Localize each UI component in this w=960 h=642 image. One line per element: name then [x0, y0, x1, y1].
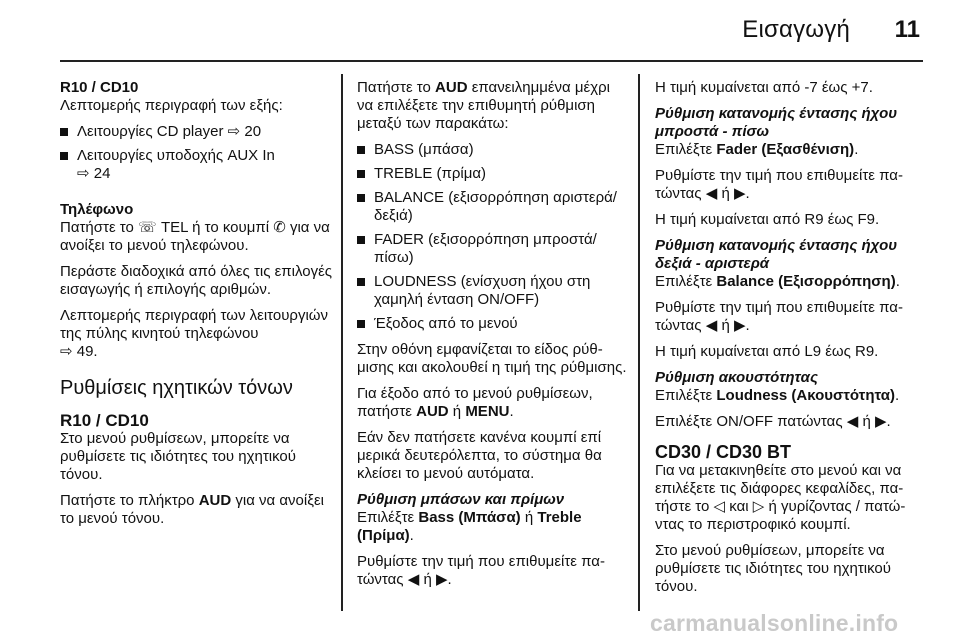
mic-handset-icon: ✆ — [273, 219, 286, 236]
fader-heading: Ρύθμιση κατανομής έντασης ήχου μπροστά - πίσω — [655, 105, 898, 140]
left-arrow-icon: ◀ — [705, 317, 718, 334]
page-title: Εισαγωγή — [742, 16, 850, 43]
loudness-paragraph-2: Επιλέξτε ON/OFF πατώντας ◀ ή ▶. — [655, 413, 891, 430]
column-divider-1 — [341, 74, 343, 611]
bullet-icon — [357, 170, 365, 178]
display-paragraph: Στην οθόνη εμφανίζεται το είδος ρύθμισης και ακολουθεί η τιμή της ρύθμισης. — [357, 341, 627, 376]
list-item: Λειτουργίες υποδοχής AUX In ⇨ 24 — [60, 147, 332, 183]
header-rule — [60, 60, 923, 62]
page-ref-icon: ⇨ — [227, 123, 241, 140]
bullet-icon — [60, 152, 68, 160]
list-item: LOUDNESS (ενίσχυση ήχου στη χαμηλή ένταση ON/OFF) — [357, 273, 629, 309]
balance-paragraph-2: Ρυθμίστε την τιμή που επιθυμείτε πατώντας ◀ ή ▶. — [655, 299, 903, 334]
page-number: 11 — [894, 16, 920, 43]
page-ref: ⇨ 49. — [60, 343, 98, 360]
page-header — [0, 0, 960, 60]
phone-paragraph-3: Λεπτομερής περιγραφή των λειτουργιών της πύλης κινητού τηλεφώνου ⇨ 49. — [60, 307, 329, 360]
column-divider-2 — [638, 74, 640, 611]
left-arrow-icon: ◀ — [705, 185, 718, 202]
loudness-paragraph-1: Επιλέξτε Loudness (Ακουστότητα). — [655, 387, 900, 404]
left-arrow-icon: ◀ — [407, 571, 420, 588]
watermark: carmanualsonline.info — [650, 610, 899, 636]
cd30-paragraph-1: Για να μετακινηθείτε στο μενού και να επιλέξετε τις διάφορες κεφαλίδες, πατήστε το ◁ και ▷ ή γυρίζοντας / πατώντας το περιστροφικό κουμπί. — [655, 462, 906, 533]
tone-heading: Ρυθμίσεις ηχητικών τόνων — [60, 377, 293, 399]
phone-paragraph-1: Πατήστε το ☏ TEL ή το κουμπί ✆ για να ανοίξει το μενού τηλεφώνου. — [60, 219, 330, 254]
bass-paragraph-1: Επιλέξτε Bass (Μπάσα) ή Treble (Πρίμα). — [357, 509, 582, 544]
r10-intro: Λεπτομερής περιγραφή των εξής: — [60, 97, 283, 114]
fader-paragraph-1: Επιλέξτε Fader (Εξασθένιση). — [655, 141, 859, 158]
page-ref-icon: ⇨ — [60, 343, 73, 360]
list-item: FADER (εξισορρόπηση μπροστά/ πίσω) — [357, 231, 629, 267]
phone-key-icon: ☏ — [138, 219, 157, 236]
range-paragraph: Η τιμή κυμαίνεται από -7 έως +7. — [655, 79, 873, 96]
timeout-paragraph: Εάν δεν πατήσετε κανένα κουμπί επί μερικά δευτερόλεπτα, το σύστημα θα κλείσει το μενού αυτόματα. — [357, 429, 602, 482]
list-item: TREBLE (πρίμα) — [357, 165, 629, 183]
cd30-heading: CD30 / CD30 BT — [655, 442, 792, 462]
balance-heading: Ρύθμιση κατανομής έντασης ήχου δεξιά - αριστερά — [655, 237, 898, 272]
loudness-heading: Ρύθμιση ακουστότητας — [655, 369, 818, 386]
bullet-icon — [357, 320, 365, 328]
bullet-icon — [357, 146, 365, 154]
bullet-icon — [60, 128, 68, 136]
tone-paragraph-2: Πατήστε το πλήκτρο AUD για να ανοίξει το μενού τόνου. — [60, 492, 324, 527]
page-ref-icon: ⇨ — [77, 165, 90, 182]
left-arrow-icon: ◀ — [846, 413, 859, 430]
right-arrow-icon: ▶ — [435, 571, 448, 588]
page-ref: ⇨ 20 — [227, 123, 262, 140]
bullet-icon — [357, 194, 365, 202]
list-item: Έξοδος από το μενού — [357, 315, 629, 333]
bass-paragraph-2: Ρυθμίστε την τιμή που επιθυμείτε πατώντας ◀ ή ▶. — [357, 553, 605, 588]
right-arrow-icon: ▶ — [874, 413, 887, 430]
aud-paragraph: Πατήστε το AUD επανειλημμένα μέχρι να επιλέξετε την επιθυμητή ρύθμιση μεταξύ των παρακάτω: — [357, 79, 610, 132]
right-outline-arrow-icon: ▷ — [752, 498, 765, 515]
right-arrow-icon: ▶ — [733, 317, 746, 334]
left-outline-arrow-icon: ◁ — [713, 498, 726, 515]
fader-range: Η τιμή κυμαίνεται από R9 έως F9. — [655, 211, 880, 228]
right-arrow-icon: ▶ — [733, 185, 746, 202]
r10-heading: R10 / CD10 — [60, 79, 139, 96]
tone-subheading: R10 / CD10 — [60, 411, 149, 430]
fader-paragraph-2: Ρυθμίστε την τιμή που επιθυμείτε πατώντας ◀ ή ▶. — [655, 167, 903, 202]
tone-paragraph-1: Στο μενού ρυθμίσεων, μπορείτε να ρυθμίσετε τις ιδιότητες του ηχητικού τόνου. — [60, 430, 296, 483]
r10-list — [60, 123, 332, 183]
phone-heading: Τηλέφωνο — [60, 201, 134, 218]
list-item: BASS (μπάσα) — [357, 141, 629, 159]
balance-paragraph-1: Επιλέξτε Balance (Εξισορρόπηση). — [655, 273, 900, 290]
column-2 — [357, 79, 629, 589]
exit-paragraph: Για έξοδο από το μενού ρυθμίσεων, πατήστε AUD ή MENU. — [357, 385, 593, 420]
list-item: Λειτουργίες CD player ⇨ 20 — [60, 123, 332, 141]
bullet-icon — [357, 236, 365, 244]
page-ref: ⇨ 24 — [77, 165, 111, 182]
bass-heading: Ρύθμιση μπάσων και πρίμων — [357, 491, 565, 508]
balance-range: Η τιμή κυμαίνεται από L9 έως R9. — [655, 343, 879, 360]
list-item: BALANCE (εξισορρόπηση αριστερά/δεξιά) — [357, 189, 629, 225]
bullet-icon — [357, 278, 365, 286]
cd30-paragraph-2: Στο μενού ρυθμίσεων, μπορείτε να ρυθμίσετε τις ιδιότητες του ηχητικού τόνου. — [655, 542, 891, 595]
column-1 — [60, 79, 332, 536]
phone-paragraph-2: Περάστε διαδοχικά από όλες τις επιλογές εισαγωγής ή επιλογής αριθμών. — [60, 263, 332, 298]
column-3 — [655, 79, 925, 596]
settings-list — [357, 141, 629, 333]
